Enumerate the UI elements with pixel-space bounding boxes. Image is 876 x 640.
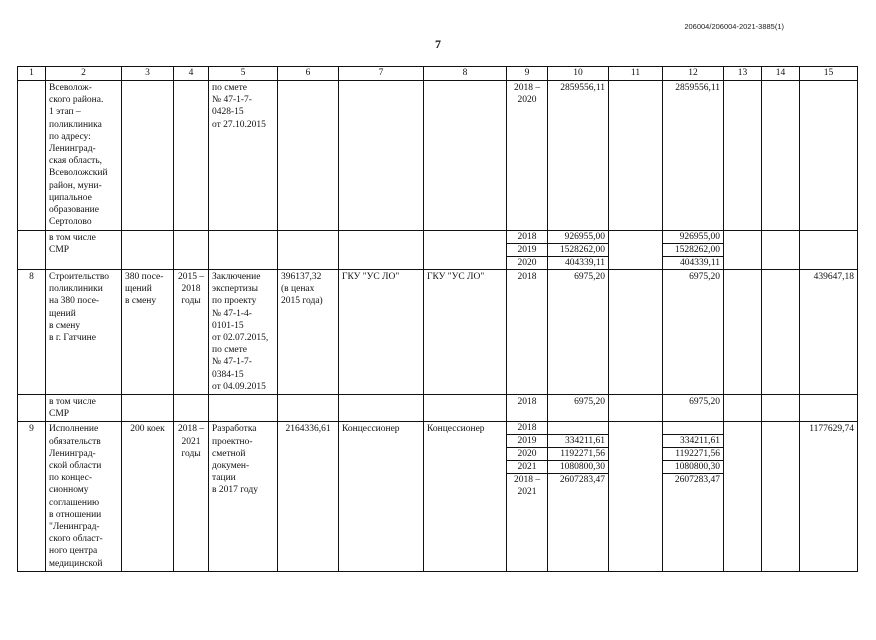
year-cell: 2018 – 2021 bbox=[507, 473, 547, 498]
amount-cell: 1528262,00 bbox=[548, 243, 608, 256]
table-row bbox=[18, 395, 858, 422]
remaining-cost: 1177629,74 bbox=[800, 422, 858, 571]
object-name: Строительство поликлиники на 380 посе- щений в смену в г. Гатчине bbox=[46, 270, 122, 395]
remaining-cost: 439647,18 bbox=[800, 270, 858, 395]
amount-cell: 926955,00 bbox=[564, 232, 605, 242]
amount-stack bbox=[548, 422, 608, 498]
object-name: Исполнение обязательств Ленинград- ской области по концес- сионному соглашению в отношении "Ленинград- ского област- ного центра медицинской bbox=[46, 422, 122, 571]
col-header: 4 bbox=[174, 67, 209, 81]
amount-cell: 2607283,47 bbox=[663, 473, 723, 498]
amount-cell: 334211,61 bbox=[548, 434, 608, 447]
col-header: 8 bbox=[424, 67, 507, 81]
amount-cell: 1192271,56 bbox=[663, 447, 723, 460]
row-number: 8 bbox=[18, 270, 46, 395]
year-cell: 2018 bbox=[507, 395, 548, 422]
row-number: 9 bbox=[18, 422, 46, 571]
table-row bbox=[18, 81, 858, 231]
year-cell: 2021 bbox=[507, 460, 547, 473]
developer-cell: Концессионер bbox=[424, 422, 507, 571]
table-row bbox=[18, 422, 858, 571]
year-cell: 2020 bbox=[507, 256, 547, 269]
expertise-cell: Разработка проектно- сметной докумен- тации в 2017 году bbox=[209, 422, 278, 571]
capacity-cell: 380 посе- щений в смену bbox=[122, 270, 174, 395]
year-cell: 2019 bbox=[507, 434, 547, 447]
customer-cell: ГКУ "УС ЛО" bbox=[339, 270, 424, 395]
table-row bbox=[18, 270, 858, 395]
table-row bbox=[18, 231, 858, 270]
col-header: 14 bbox=[762, 67, 800, 81]
year-cell: 2018 bbox=[507, 270, 548, 395]
amount-stack bbox=[548, 231, 608, 269]
amount-cell: 1192271,56 bbox=[548, 447, 608, 460]
amount-stack bbox=[663, 231, 723, 269]
amount-cell bbox=[548, 422, 608, 434]
cost-cell: 396137,32 (в ценах 2015 года) bbox=[278, 270, 339, 395]
amount-cell: 6975,20 bbox=[548, 395, 609, 422]
amount-cell: 6975,20 bbox=[663, 270, 724, 395]
period-cell: 2015 – 2018 годы bbox=[174, 270, 209, 395]
col-header: 5 bbox=[209, 67, 278, 81]
period-cell: 2018 – 2021 годы bbox=[174, 422, 209, 571]
amount-cell: 6975,20 bbox=[663, 395, 724, 422]
amount-cell: 334211,61 bbox=[663, 434, 723, 447]
col-header: 12 bbox=[663, 67, 724, 81]
year-stack bbox=[507, 422, 547, 498]
document-id: 206004/206004-2021-3885(1) bbox=[684, 22, 784, 31]
year-stack bbox=[507, 231, 547, 269]
col-header: 2 bbox=[46, 67, 122, 81]
amount-cell: 404339,11 bbox=[548, 256, 608, 269]
col-header: 6 bbox=[278, 67, 339, 81]
budget-table bbox=[17, 66, 858, 572]
col-header: 13 bbox=[724, 67, 762, 81]
col-header: 1 bbox=[18, 67, 46, 81]
amount-cell: 926955,00 bbox=[679, 232, 720, 242]
year-cell: 2019 bbox=[507, 243, 547, 256]
amount-cell bbox=[663, 422, 723, 434]
capacity-cell: 200 коек bbox=[122, 422, 174, 571]
expertise-cell: Заключение экспертизы по проекту № 47-1-4- 0101-15 от 02.07.2015, по смете № 47-1-7- 0384-15 от 04.09.2015 bbox=[209, 270, 278, 395]
incl-label: в том числе СМР bbox=[46, 395, 122, 422]
amount-stack bbox=[663, 422, 723, 498]
column-number-row bbox=[18, 67, 858, 81]
amount-cell: 2607283,47 bbox=[548, 473, 608, 498]
year-cell: 2020 bbox=[507, 447, 547, 460]
object-name: Всеволож- ского района. 1 этап – поликлиника по адресу: Ленинград- ская область, Всеволожский район, муни- ципальное образование Сертолово bbox=[46, 81, 122, 231]
amount-cell: 1080800,30 bbox=[548, 460, 608, 473]
col-header: 7 bbox=[339, 67, 424, 81]
amount-cell: 2859556,11 bbox=[548, 81, 609, 231]
amount-cell: 1528262,00 bbox=[663, 243, 723, 256]
col-header: 9 bbox=[507, 67, 548, 81]
col-header: 3 bbox=[122, 67, 174, 81]
col-header: 10 bbox=[548, 67, 609, 81]
col-header: 15 bbox=[800, 67, 858, 81]
expertise-cell: по смете № 47-1-7- 0428-15 от 27.10.2015 bbox=[209, 81, 278, 231]
amount-cell: 404339,11 bbox=[663, 256, 723, 269]
amount-cell: 2859556,11 bbox=[663, 81, 724, 231]
year-cell: 2018 bbox=[517, 232, 537, 242]
amount-cell: 1080800,30 bbox=[663, 460, 723, 473]
cost-cell: 2164336,61 bbox=[278, 422, 339, 571]
page-number: 7 bbox=[435, 37, 441, 51]
year-cell: 2018 – 2020 bbox=[507, 81, 548, 231]
amount-cell: 6975,20 bbox=[548, 270, 609, 395]
col-header: 11 bbox=[609, 67, 663, 81]
year-cell: 2018 bbox=[517, 423, 537, 434]
customer-cell: Концессионер bbox=[339, 422, 424, 571]
developer-cell: ГКУ "УС ЛО" bbox=[424, 270, 507, 395]
incl-label: в том числе СМР bbox=[46, 231, 122, 270]
